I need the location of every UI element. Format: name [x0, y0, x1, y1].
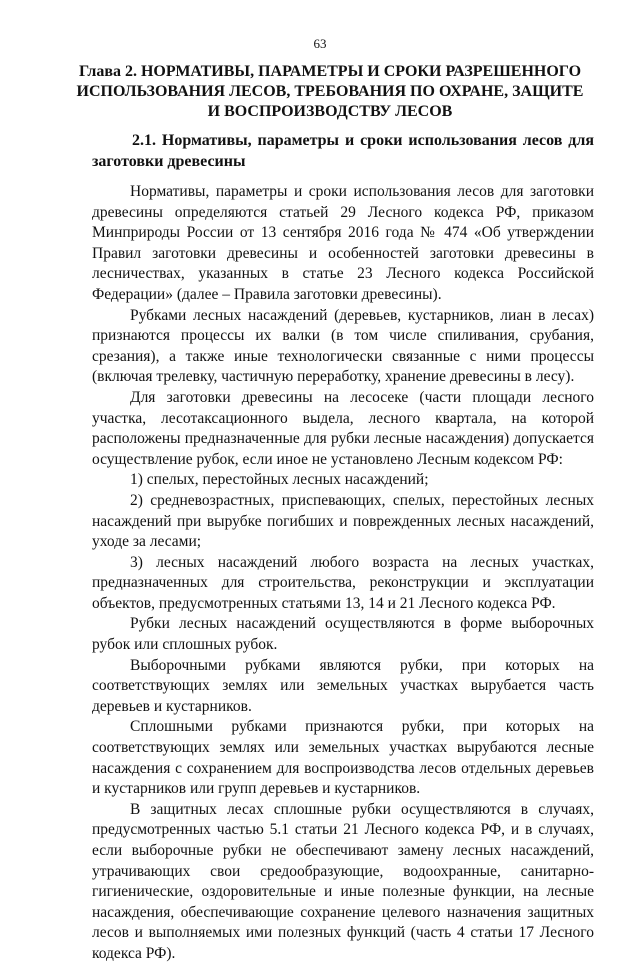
list-item: 2) средневозрастных, приспевающих, спелых, перестойных лесных насаждений при вырубке погибших и поврежденных лесных насаждений, уходе за лесами; — [92, 491, 594, 551]
list-item: 1) спелых, перестойных лесных насаждений; — [130, 471, 429, 489]
section-title: 2.1. Нормативы, параметры и сроки использования лесов для заготовки древесины — [92, 132, 594, 170]
paragraph: Сплошными рубками признаются рубки, при которых на соответствующих землях или земельных участках вырубаются лесные насаждения с сохранением для воспроизводства лесов отдельных деревьев и кустарников или групп деревьев и кустарников. — [92, 718, 594, 798]
list-item: 3) лесных насаждений любого возраста на лесных участках, предназначенных для строительства, реконструкции и эксплуатации объектов, предусмотренных статьями 13, 14 и 21 Лесного кодекса РФ. — [92, 553, 594, 612]
page-number: 63 — [313, 36, 327, 51]
paragraph: Рубки лесных насаждений осуществляются в форме выборочных рубок или сплошных рубок. — [92, 615, 594, 654]
chapter-title: Глава 2. НОРМАТИВЫ, ПАРАМЕТРЫ И СРОКИ РАЗРЕШЕННОГО ИСПОЛЬЗОВАНИЯ ЛЕСОВ, ТРЕБОВАНИЯ ПО ОХРАНЕ, ЗАЩИТЕ И ВОСПРОИЗВОДСТВУ ЛЕСОВ — [76, 63, 584, 120]
paragraph: Выборочными рубками являются рубки, при которых на соответствующих землях или земельных участках вырубается часть деревьев и кустарников. — [92, 656, 594, 715]
body-text — [92, 182, 594, 965]
paragraph: В защитных лесах сплошные рубки осуществляются в случаях, предусмотренных частью 5.1 статьи 21 Лесного кодекса РФ, и в случаях, если выборочные рубки не обеспечивают замену лесных насаждений, утрачивающих свои средообразующие, водоохранные, санитарно-гигиенические, оздоровительные и иные полезные функции, на лесные насаждения, обеспечивающие сохранение целевого назначения защитных лесов и выполняемых ими полезных функций (часть 4 статьи 17 Лесного кодекса РФ). — [92, 800, 594, 962]
paragraph: Рубками лесных насаждений (деревьев, кустарников, лиан в лесах) признаются процессы их валки (в том числе спиливания, срубания, срезания), а также иные технологически связанные с ними процессы (включая трелевку, частичную переработку, хранение древесины в лесу). — [92, 306, 594, 386]
paragraph: Нормативы, параметры и сроки использования лесов для заготовки древесины определяются статьей 29 Лесного кодекса РФ, приказом Минприроды России от 13 сентября 2016 года № 474 «Об утверждении Правил заготовки древесины и особенностей заготовки древесины в лесничествах, указанных в статье 23 Лесного кодекса Российской Федерации» (далее – Правила заготовки древесины). — [92, 183, 594, 303]
paragraph: Для заготовки древесины на лесосеке (части площади лесного участка, лесотаксационного выдела, лесного квартала, на которой расположены предназначенные для рубки лесные насаждения) допускается осуществление рубок, если иное не установлено Лесным кодексом РФ: — [92, 388, 594, 468]
